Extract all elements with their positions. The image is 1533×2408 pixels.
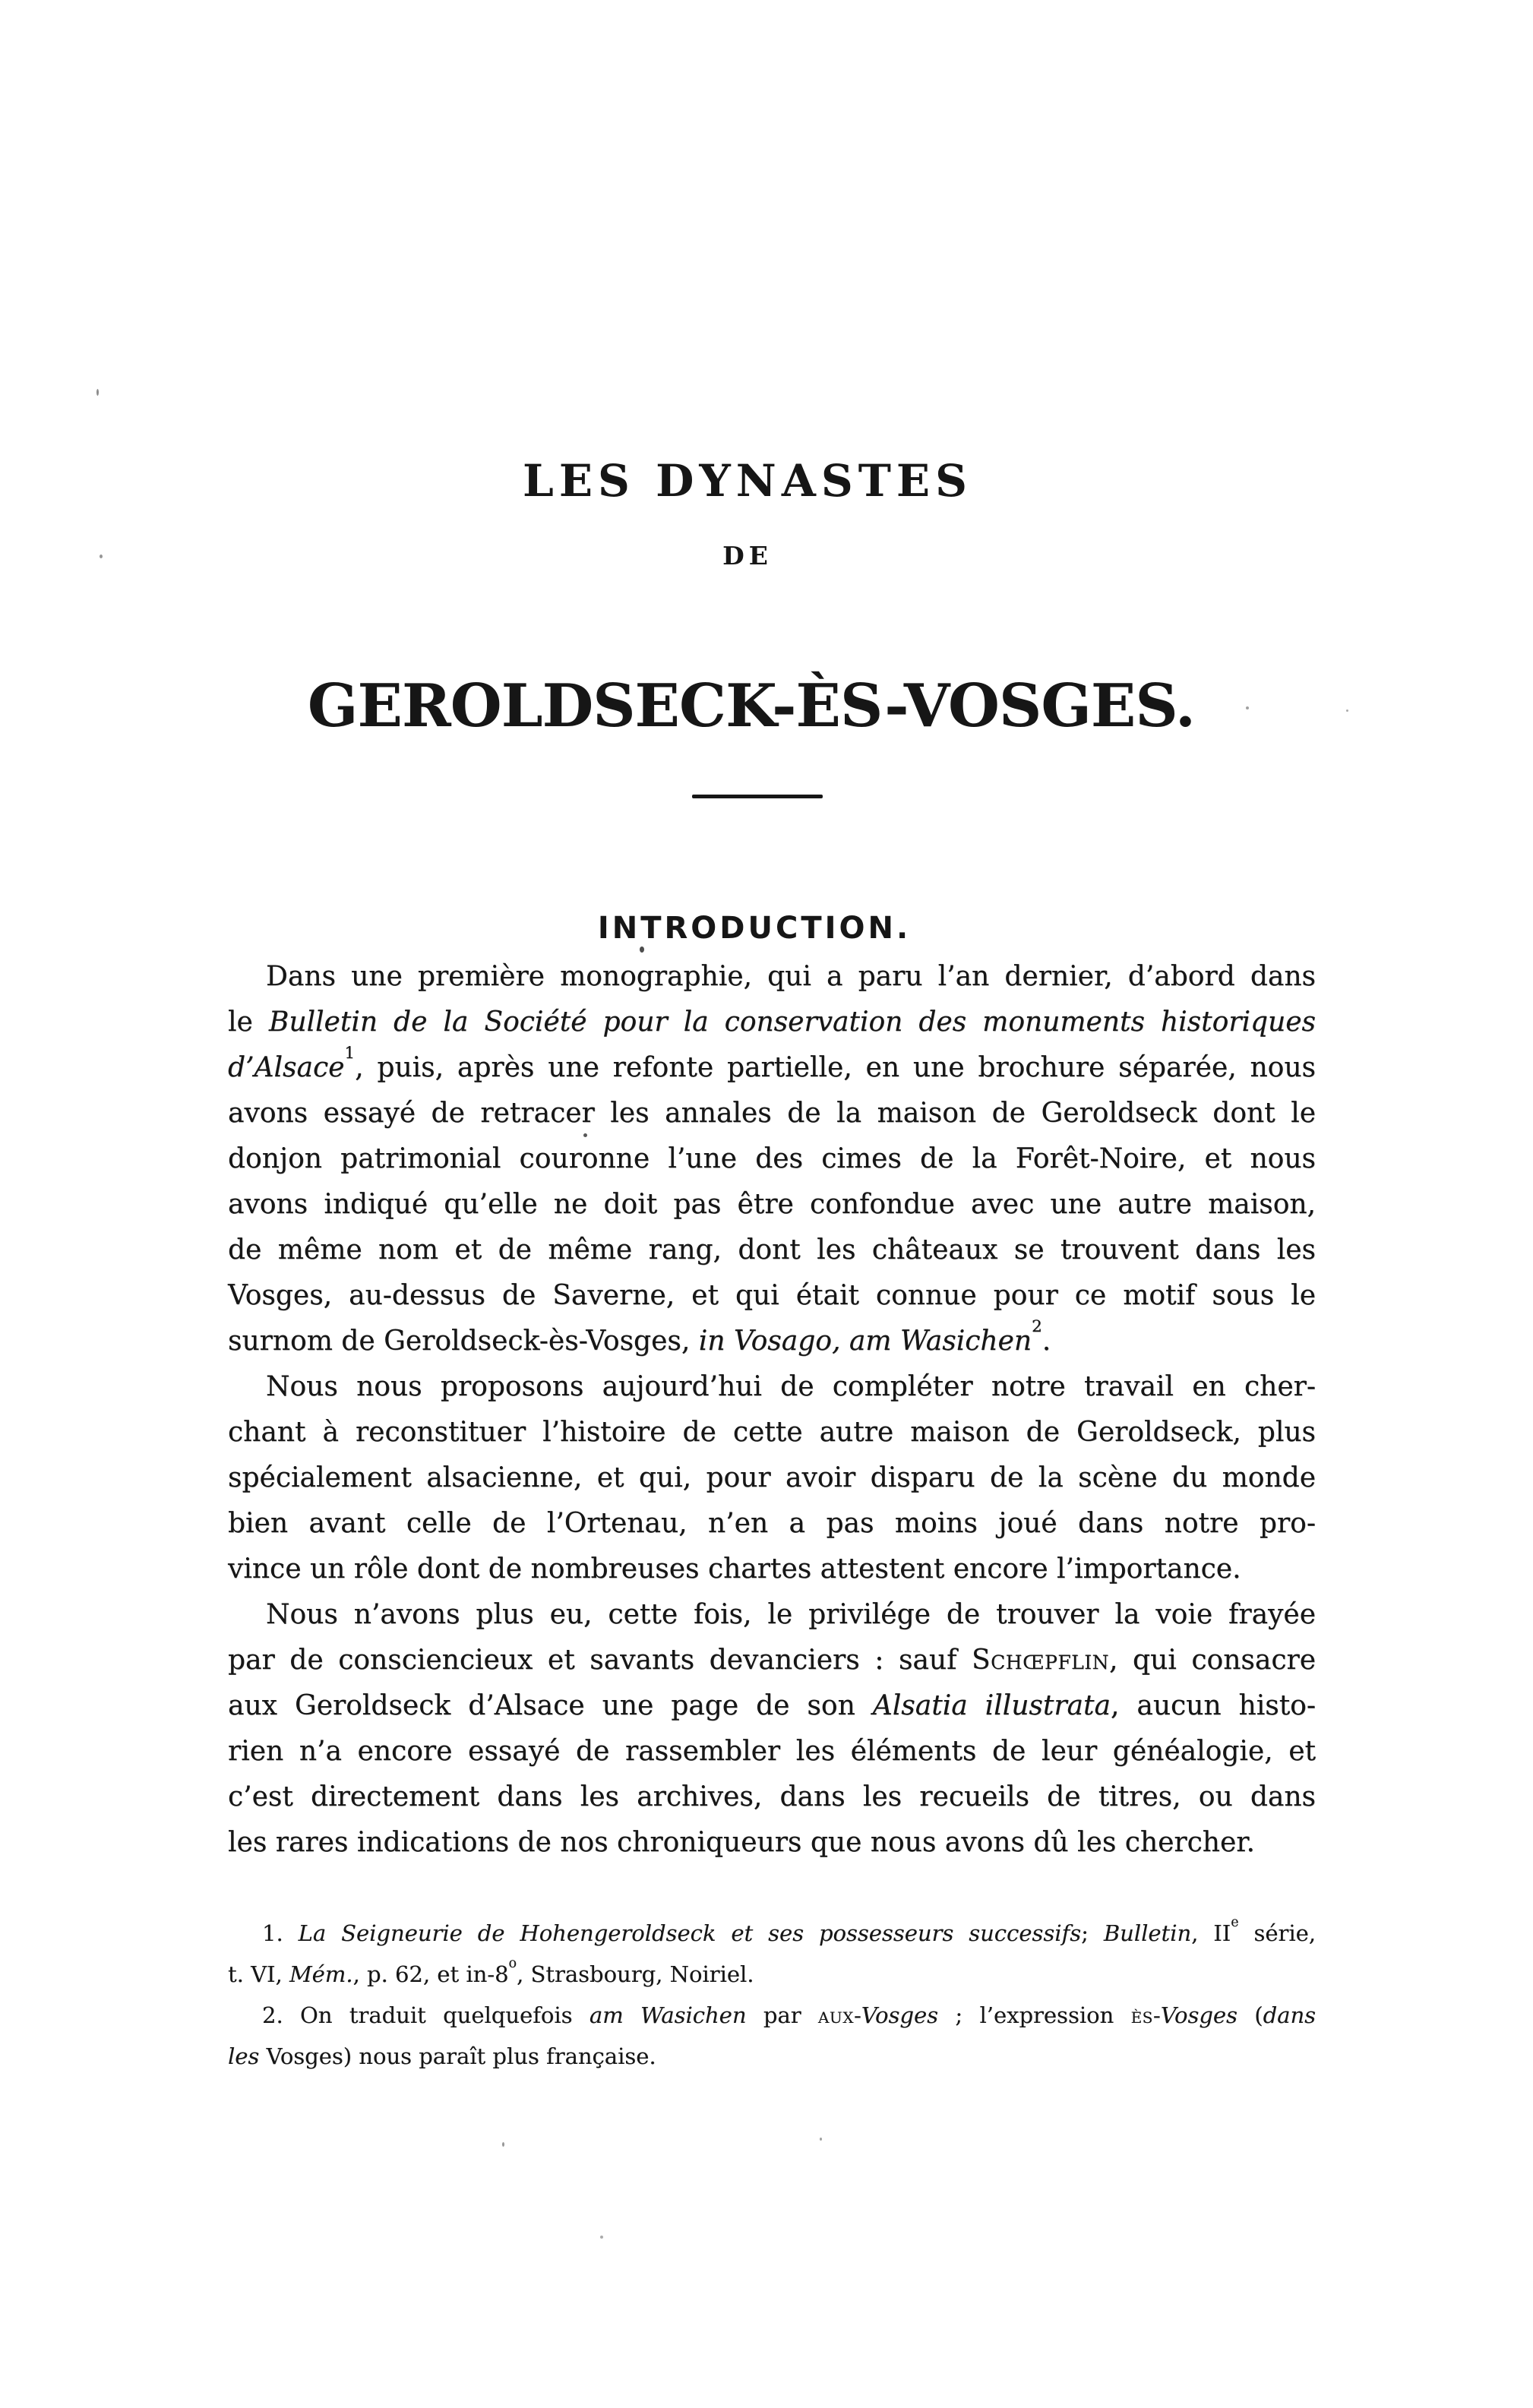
text-segment: - — [853, 2002, 861, 2028]
scan-speck — [1346, 709, 1348, 712]
text-segment: Vosges — [861, 2002, 939, 2028]
text-segment: t. VI, — [228, 1961, 289, 1987]
scan-speck — [502, 2142, 504, 2147]
text-segment: vince un rôle dont de nombreuses chartes attestent encore l’importance. — [228, 1553, 1241, 1585]
text-segment: o — [508, 1955, 517, 1971]
text-segment: 1. — [262, 1920, 299, 1946]
text-line — [228, 1638, 1316, 1683]
scan-speck — [640, 946, 644, 953]
text-segment: par — [746, 2002, 818, 2028]
text-line — [228, 1364, 1316, 1410]
section-heading: INTRODUCTION. — [597, 911, 912, 946]
text-segment: 1 — [344, 1044, 356, 1063]
text-segment: Mém. — [289, 1961, 353, 1987]
text-segment: Alsatia illustrata — [872, 1690, 1111, 1721]
text-line — [228, 1774, 1316, 1820]
scan-speck — [820, 2138, 822, 2141]
text-segment: La Seigneurie de Hohengeroldseck et ses possesseurs successifs — [298, 1920, 1082, 1946]
text-segment: 2. On traduit quelquefois — [262, 2002, 589, 2028]
text-segment: e — [1231, 1914, 1239, 1930]
title-divider-rule — [692, 795, 823, 798]
text-segment: Vosges — [1160, 2002, 1237, 2028]
text-segment: Bulletin de la Société pour la conservation des monuments historiques — [268, 1006, 1316, 1038]
text-segment: aux — [817, 2002, 854, 2028]
text-segment: spécialement alsacienne, et qui, pour avoir disparu de la scène du monde — [228, 1462, 1316, 1493]
scan-speck — [600, 2236, 603, 2239]
footnotes-block — [228, 1913, 1316, 2077]
body-text — [228, 954, 1316, 1866]
text-line — [228, 1410, 1316, 1455]
text-segment: . — [1041, 1326, 1051, 1357]
text-segment: Bulletin — [1103, 1920, 1192, 1946]
book-title-line-1: LES DYNASTES — [523, 454, 972, 507]
text-segment: rien n’a encore essayé de rassembler les éléments de leur généalogie, et — [228, 1736, 1316, 1767]
text-segment: , p. 62, et in-8 — [352, 1961, 509, 1987]
text-segment: de même nom et de même rang, dont les châteaux se trouvent dans les — [228, 1234, 1316, 1266]
text-segment: , II — [1191, 1920, 1231, 1946]
text-segment: donjon patrimonial couronne l’une des cimes de la Forêt-Noire, et nous — [228, 1143, 1316, 1174]
text-line — [228, 1091, 1316, 1136]
text-segment: - — [1152, 2002, 1161, 2028]
text-line — [228, 1592, 1316, 1638]
text-segment: les rares indications de nos chroniqueurs que nous avons dû les chercher. — [228, 1827, 1255, 1858]
text-segment: surnom de Geroldseck-ès-Vosges, — [228, 1326, 699, 1357]
text-segment: série, — [1238, 1920, 1316, 1946]
text-segment: Nous n’avons plus eu, cette fois, le privilége de trouver la voie frayée — [266, 1599, 1316, 1630]
text-segment: avons indiqué qu’elle ne doit pas être confondue avec une autre maison, — [228, 1189, 1316, 1220]
text-segment: c’est directement dans les archives, dans les recueils de titres, ou dans — [228, 1781, 1316, 1812]
text-segment: Dans une première monographie, qui a paru l’an dernier, d’abord dans — [266, 961, 1316, 992]
text-line — [228, 1501, 1316, 1547]
text-line — [228, 1820, 1316, 1866]
scan-speck — [100, 555, 103, 558]
text-segment: 2 — [1032, 1317, 1042, 1337]
footnote-1 — [228, 1913, 1316, 1995]
scan-speck — [96, 389, 99, 396]
text-line — [228, 1136, 1316, 1182]
text-segment: Vosges, au-dessus de Saverne, et qui était connue pour ce motif sous le — [228, 1280, 1316, 1311]
text-segment: d’Alsace — [228, 1052, 345, 1083]
text-line — [228, 1273, 1316, 1319]
text-line — [228, 1045, 1316, 1091]
text-segment: , aucun histo- — [1110, 1690, 1316, 1721]
scan-speck — [1246, 706, 1249, 709]
text-segment: aux Geroldseck d’Alsace une page de son — [228, 1690, 873, 1721]
text-line — [228, 2036, 1316, 2077]
text-segment: par de consciencieux et savants devanciers : sauf — [228, 1645, 972, 1676]
text-segment: , qui consacre — [1109, 1645, 1316, 1676]
text-segment: Schœpflin — [971, 1645, 1110, 1676]
text-line — [228, 1954, 1316, 1995]
text-segment: Nous nous proposons aujourd’hui de compléter notre travail en cher- — [266, 1371, 1316, 1402]
text-line — [228, 1913, 1316, 1954]
text-segment: dans — [1263, 2002, 1316, 2028]
text-segment: avons essayé de retracer les annales de la maison de Geroldseck dont le — [228, 1098, 1316, 1129]
text-line — [228, 1455, 1316, 1501]
text-segment: chant à reconstituer l’histoire de cette autre maison de Geroldseck, plus — [228, 1417, 1316, 1448]
scan-speck — [583, 1133, 587, 1137]
text-line — [228, 1182, 1316, 1228]
paragraph-2 — [228, 1364, 1316, 1592]
text-segment: am Wasichen — [589, 2002, 747, 2028]
text-line — [228, 1995, 1316, 2036]
text-segment: , Strasbourg, Noiriel. — [517, 1961, 754, 1987]
text-segment: ( — [1237, 2002, 1263, 2028]
text-line — [228, 1319, 1316, 1364]
text-line — [228, 1000, 1316, 1045]
text-segment: in Vosago, am Wasichen — [698, 1326, 1032, 1357]
book-title-line-2: DE — [722, 541, 773, 570]
text-segment: bien avant celle de l’Ortenau, n’en a pas moins joué dans notre pro- — [228, 1508, 1316, 1539]
text-line — [228, 1683, 1316, 1729]
paragraph-3 — [228, 1592, 1316, 1866]
paragraph-1 — [228, 954, 1316, 1364]
text-segment: ; l’expression — [938, 2002, 1131, 2028]
text-segment: ; — [1081, 1920, 1104, 1946]
book-title-line-3: GEROLDSECK-ÈS-VOSGES. — [307, 672, 1196, 741]
text-segment: les — [228, 2043, 260, 2069]
text-segment: Vosges) nous paraît plus française. — [259, 2043, 656, 2069]
footnote-2 — [228, 1995, 1316, 2077]
text-line — [228, 954, 1316, 1000]
text-segment: ès — [1130, 2002, 1153, 2028]
text-segment: , puis, après une refonte partielle, en une brochure séparée, nous — [355, 1052, 1316, 1083]
text-line — [228, 1729, 1316, 1774]
text-line — [228, 1228, 1316, 1273]
text-segment: le — [228, 1006, 269, 1038]
text-line — [228, 1547, 1316, 1592]
